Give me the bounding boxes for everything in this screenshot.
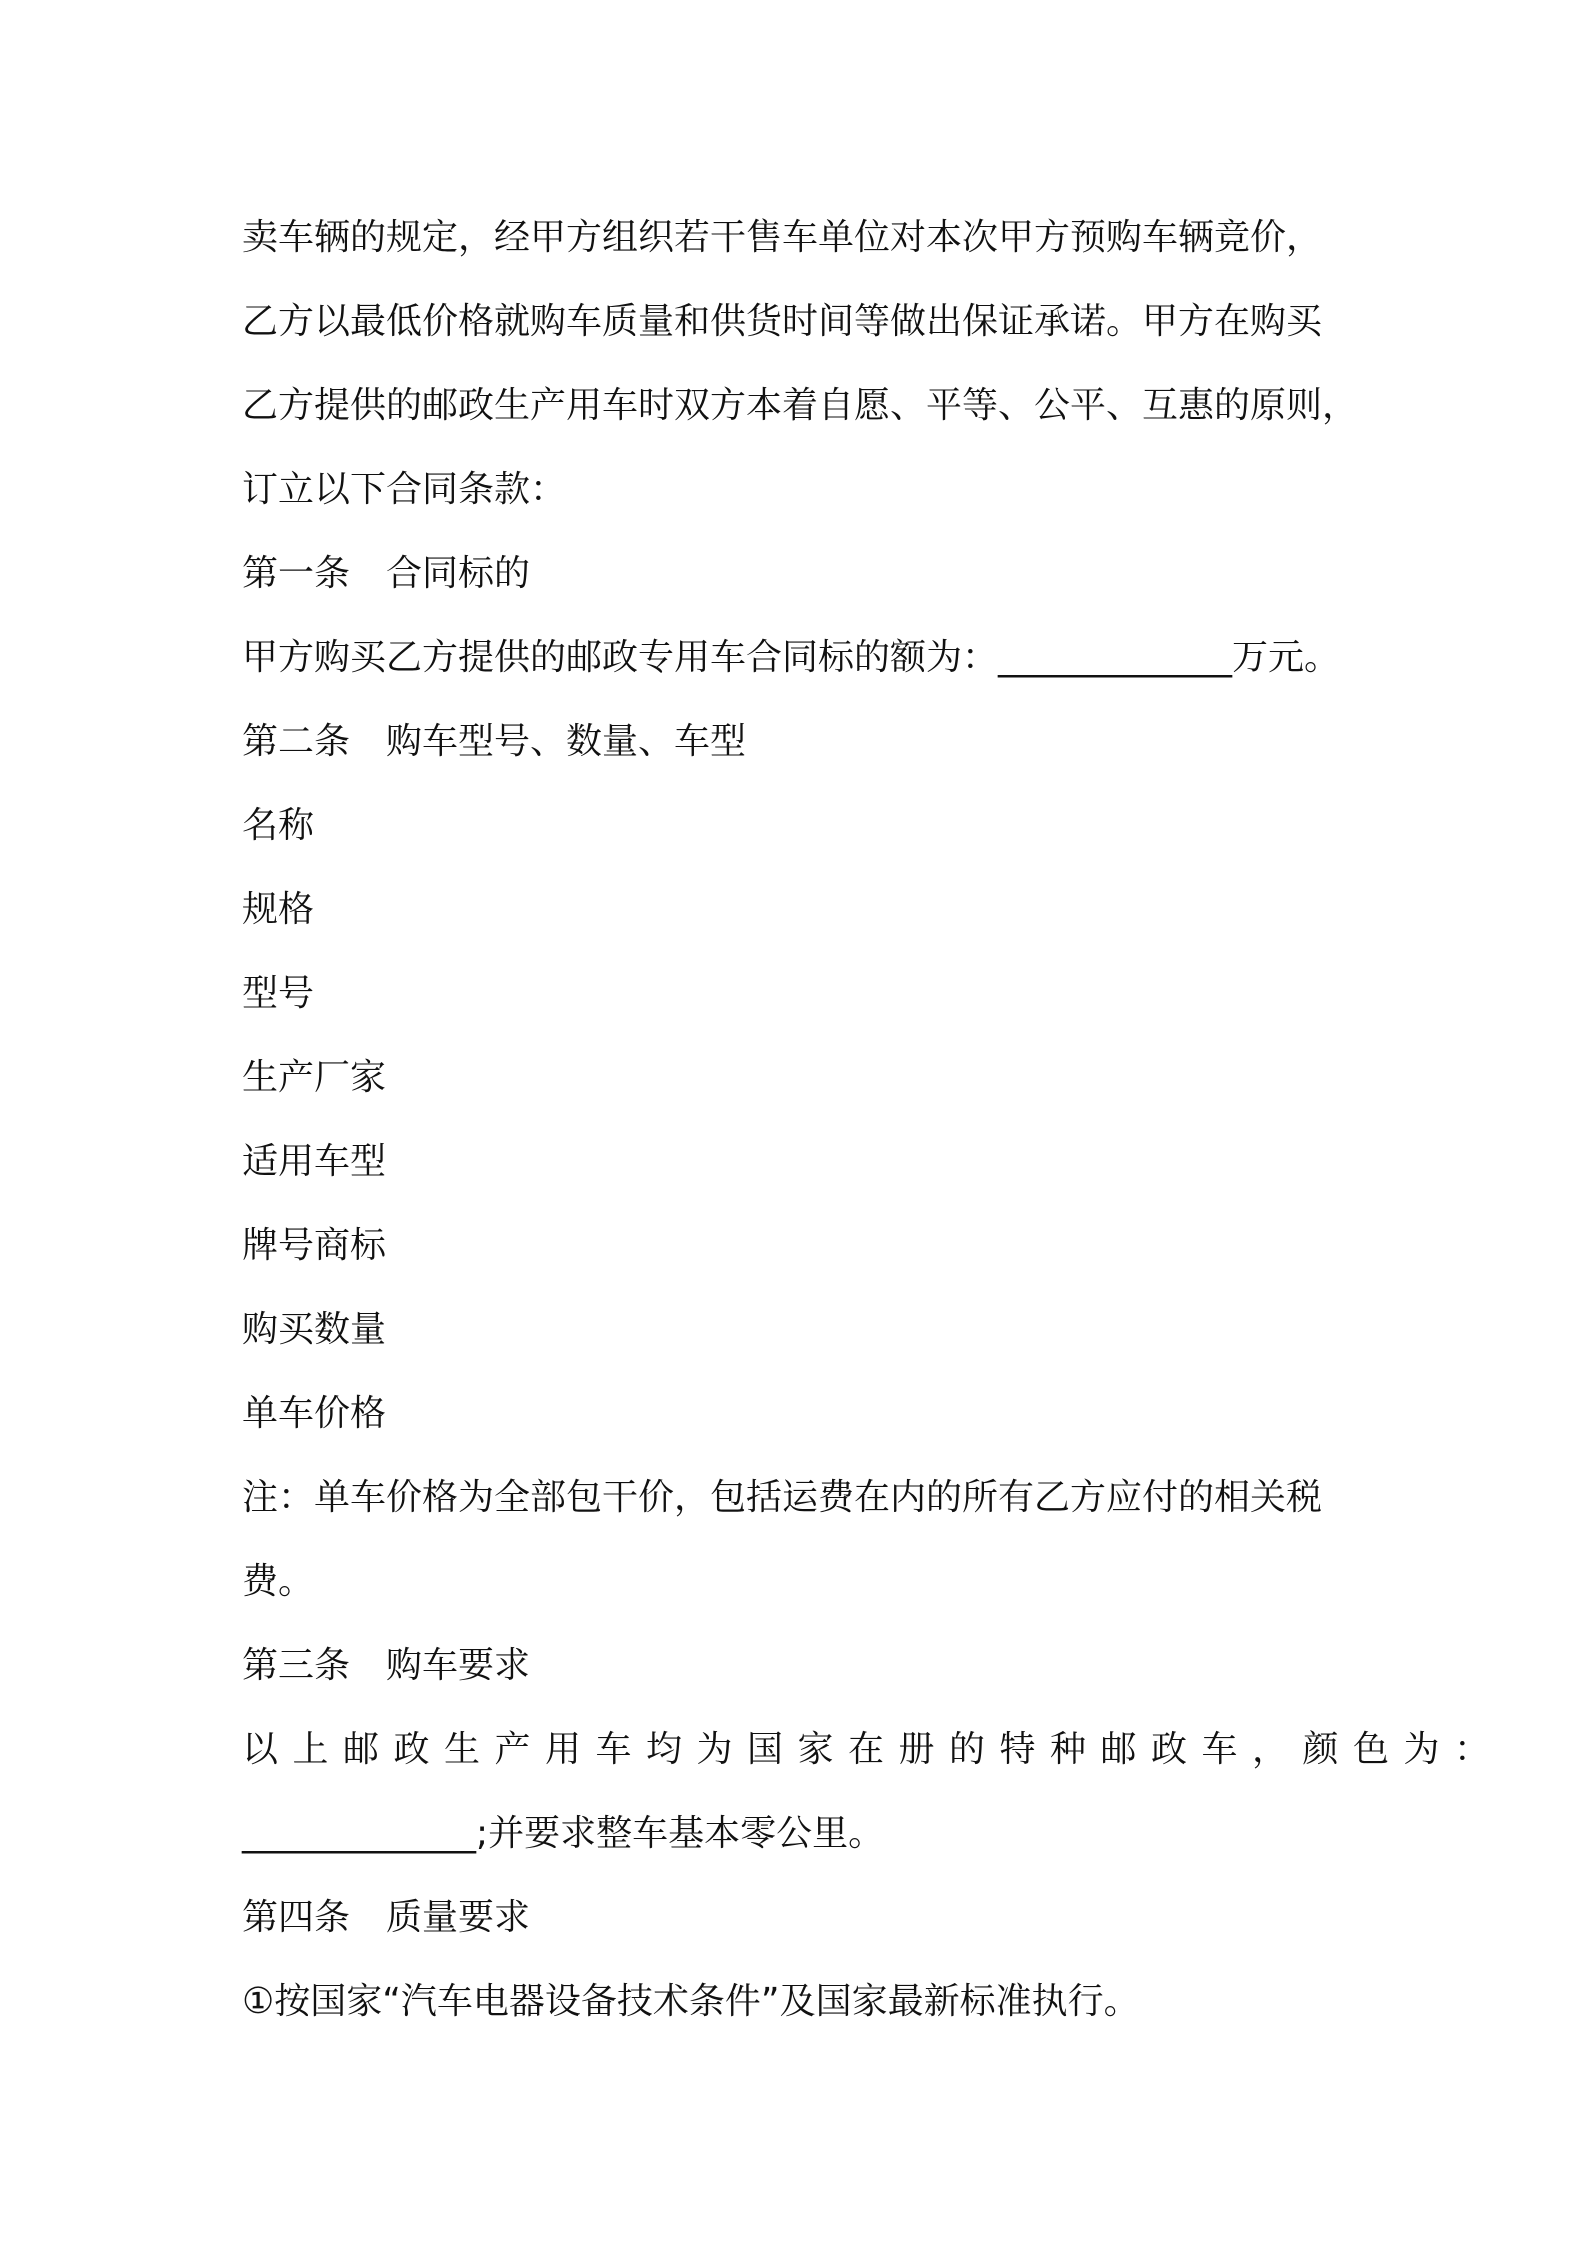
paragraph-line: 订立以下合同条款： xyxy=(242,469,567,510)
paragraph-line: _____________;并要求整车基本零公里。 xyxy=(242,1813,885,1854)
field-label: 型号 xyxy=(242,973,315,1014)
paragraph-line: 甲方购买乙方提供的邮政专用车合同标的额为：_____________万元。 xyxy=(242,637,1341,678)
field-label: 单车价格 xyxy=(242,1393,387,1434)
list-item: ①按国家“汽车电器设备技术条件”及国家最新标准执行。 xyxy=(242,1981,1140,2022)
field-label: 规格 xyxy=(242,889,315,930)
field-label: 生产厂家 xyxy=(242,1057,387,1098)
article-heading: 第一条 合同标的 xyxy=(242,553,531,594)
paragraph-line: 乙方提供的邮政生产用车时双方本着自愿、平等、公平、互惠的原则， xyxy=(242,385,1359,426)
field-label: 名称 xyxy=(242,805,315,846)
field-label: 适用车型 xyxy=(242,1141,387,1182)
article-heading: 第二条 购车型号、数量、车型 xyxy=(242,721,747,762)
note-line: 费。 xyxy=(242,1561,315,1602)
field-label: 牌号商标 xyxy=(242,1225,387,1266)
paragraph-line: 以上邮政生产用车均为国家在册的特种邮政车，颜色为： xyxy=(242,1729,1505,1770)
paragraph-line: 卖车辆的规定，经甲方组织若干售车单位对本次甲方预购车辆竞价， xyxy=(242,217,1323,258)
note-line: 注：单车价格为全部包干价，包括运费在内的所有乙方应付的相关税 xyxy=(242,1477,1323,1518)
article-heading: 第三条 购车要求 xyxy=(242,1645,531,1686)
paragraph-line: 乙方以最低价格就购车质量和供货时间等做出保证承诺。甲方在购买 xyxy=(242,301,1323,342)
article-heading: 第四条 质量要求 xyxy=(242,1897,531,1938)
field-label: 购买数量 xyxy=(242,1309,387,1350)
document-body xyxy=(242,196,1505,2044)
